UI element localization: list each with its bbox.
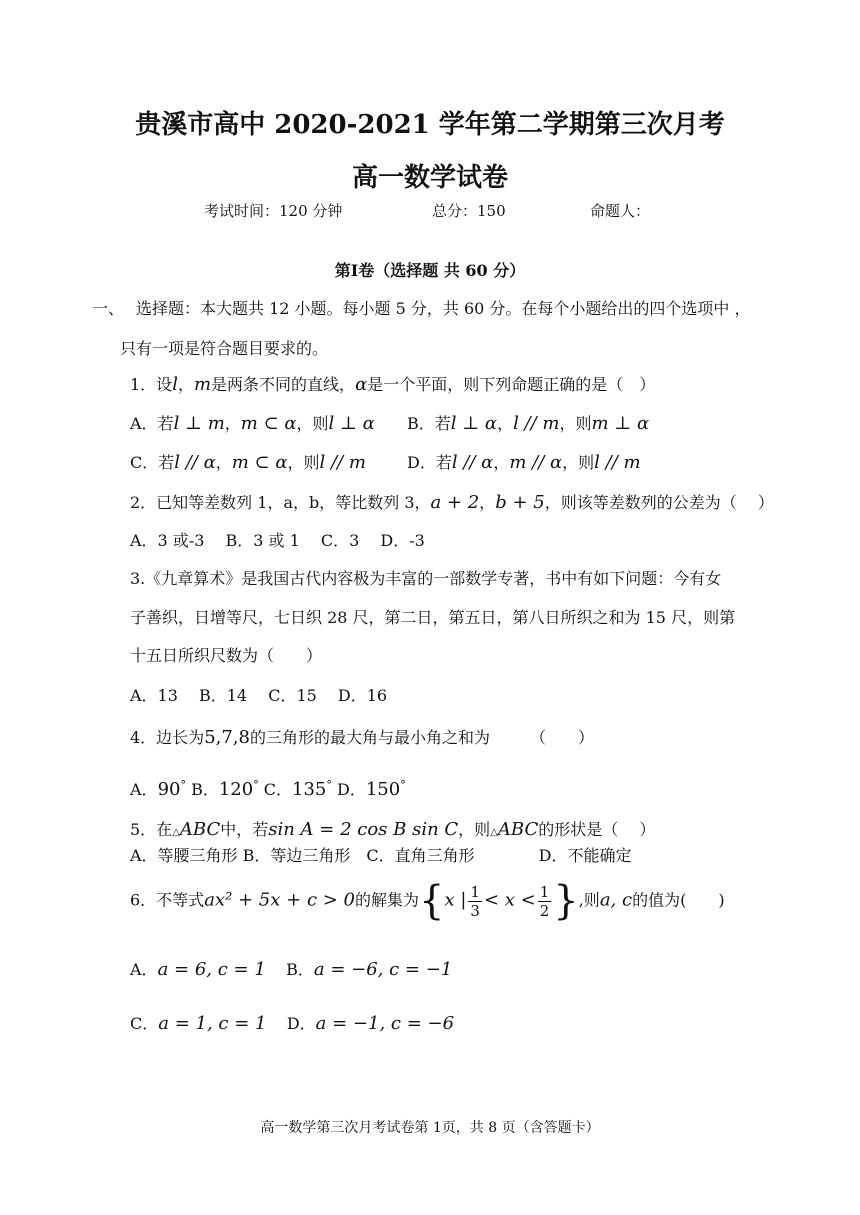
question-3-line-3: 十五日所织尺数为（ ）: [130, 646, 323, 665]
section-instructions-1: 选择题：本大题共 12 小题。每小题 5 分，共 60 分。在每个小题给出的四个选项中 ，: [136, 299, 751, 318]
exam-time: 考试时间：120 分钟: [204, 202, 343, 220]
question-6-options-cd: C．a = 1, c = 1 D．a = −1, c = −6: [130, 1013, 455, 1034]
question-4-stem: 4．边长为5,7,8的三角形的最大角与最小角之和为 （ ）: [130, 727, 595, 748]
question-3-line-1: 3.《九章算术》是我国古代内容极为丰富的一部数学专著，书中有如下问题：今有女: [130, 569, 722, 588]
exam-score: 总分：150: [432, 202, 506, 220]
question-6-options-ab: A．a = 6, c = 1 B．a = −6, c = −1: [130, 959, 453, 980]
question-1-option-a: A．若l ⊥ m，m ⊂ α，则l ⊥ α: [130, 413, 375, 434]
question-1-option-c: C．若l // α，m ⊂ α，则l // m: [130, 452, 366, 473]
part-title: 第Ⅰ卷（选择题 共 60 分）: [334, 261, 526, 280]
question-3-line-2: 子善织，日增等尺，七日织 28 尺，第二日，第五日，第八日所织之和为 15 尺，则第: [130, 608, 736, 627]
exam-subtitle: 高一数学试卷: [351, 163, 508, 193]
question-1-option-d: D．若l // α，m // α，则l // m: [407, 452, 641, 473]
question-6-stem: 6．不等式ax² + 5x + c > 0的解集为{x | $\frac{1}{3}$ < x < $\frac{1}{2}$ },则a, c的值为( ): [130, 878, 725, 924]
page-footer: 高一数学第三次月考试卷第 1页，共 8 页（含答题卡）: [260, 1120, 600, 1136]
question-2-options: A．3 或-3 B．3 或 1 C．3 D．-3: [130, 531, 425, 550]
section-instructions-2: 只有一项是符合题目要求的。: [120, 339, 329, 358]
question-1-stem: 1．设l，m是两条不同的直线，α是一个平面，则下列命题正确的是（ ）: [130, 374, 656, 395]
question-5-stem: 5．在△ABC中，若sin A = 2 cos B sin C，则△ABC的形状是（ ）: [130, 819, 656, 840]
question-4-options: A．90° B．120° C．135° D．150°: [130, 778, 406, 800]
exam-title: 贵溪市高中 2020-2021 学年第二学期第三次月考: [135, 110, 725, 140]
exam-author: 命题人：: [590, 202, 651, 220]
section-number: 一、: [92, 299, 125, 318]
question-2-stem: 2．已知等差数列 1，a，b，等比数列 3，a + 2，b + 5，则该等差数列的公差为（ ）: [130, 492, 774, 513]
question-5-options: A．等腰三角形 B．等边三角形 C．直角三角形 D．不能确定: [130, 846, 632, 865]
question-1-option-b: B．若l ⊥ α，l // m，则m ⊥ α: [407, 413, 650, 434]
question-3-options: A．13 B．14 C．15 D．16: [130, 686, 388, 705]
